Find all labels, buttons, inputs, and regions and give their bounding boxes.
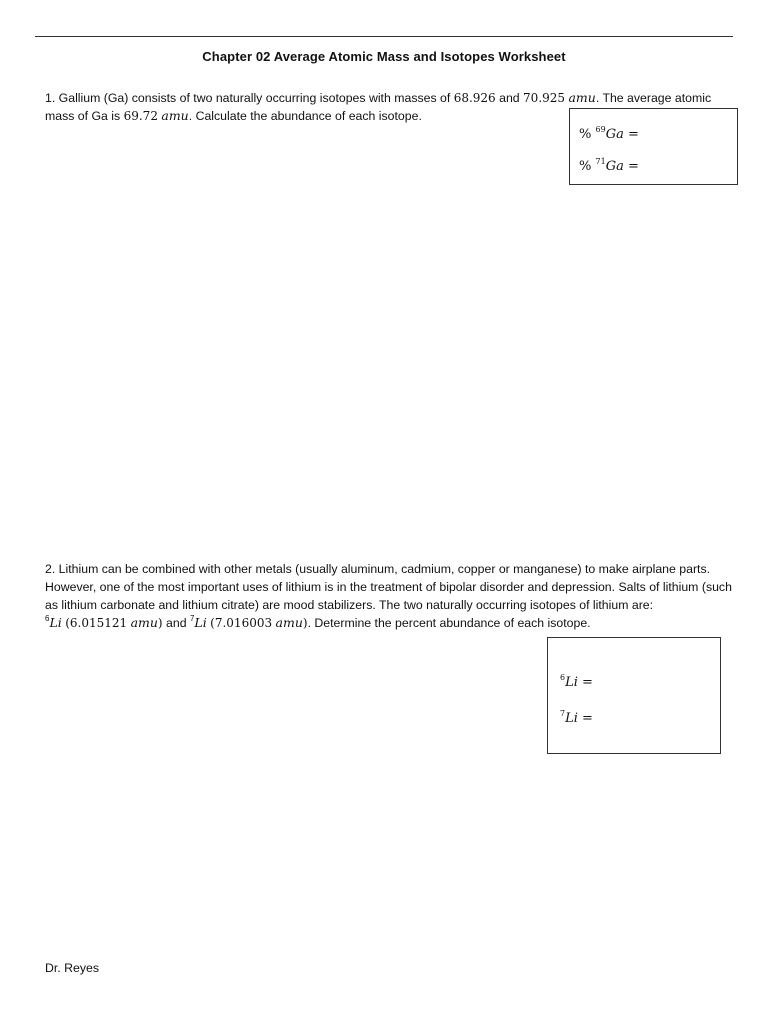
worksheet-title: Chapter 02 Average Atomic Mass and Isotopes Worksheet xyxy=(202,49,566,64)
q2-text-1: 2. Lithium can be combined with other metals (usually aluminum, cadmium, copper or manganese) to make airplane parts. However, one of the most important uses of lithium is in the treatment of bipolar disorder and depression. Salts of lithium (such as lithium carbonate and lithium citrate) are mood stabilizers. The two naturally occurring isotopes of lithium are: xyxy=(45,562,732,612)
q2-text-2: . Determine the percent abundance of each isotope. xyxy=(307,616,591,630)
q2-mass-7: 7.016003 xyxy=(214,616,273,630)
q1-text-3: . The average atomic mass of Ga is xyxy=(45,91,712,123)
q1-unit-1: amu xyxy=(568,90,596,105)
q2-unit-1: amu xyxy=(130,615,158,630)
q1-mass-1: 68.926 xyxy=(453,91,496,105)
header-rule xyxy=(35,36,733,37)
q1-text-2: and xyxy=(495,91,524,105)
answer-li-7: $^7$Li = xyxy=(560,709,593,726)
q2-symbol-1: Li xyxy=(49,615,62,630)
q2-sup-6: 6 xyxy=(45,614,50,623)
q1-unit-2: amu xyxy=(161,108,189,123)
answer-ga-69: % $^{69}$Ga = xyxy=(579,125,639,142)
answer-li-6: $^6$Li = xyxy=(560,673,593,690)
q1-mass-2: 70.925 xyxy=(523,91,566,105)
q2-symbol-2: Li xyxy=(194,615,207,630)
q2-unit-2: amu xyxy=(275,615,303,630)
q2-and: and xyxy=(162,616,190,630)
q2-sup-7: 7 xyxy=(189,614,195,623)
q2-mass-6: 6.015121 xyxy=(69,616,128,630)
question-2: 2. Lithium can be combined with other metals (usually aluminum, cadmium, copper or manganese) to make airplane parts. However, one of the most important uses of lithium is in the treatment of bipolar disorder and depression. Salts of lithium (such as lithium carbonate and lithium citrate) are mood stabilizers. The two naturally occurring isotopes of lithium are: $^6$Li (6.015121 amu) and $^7$Li (7.016003 amu). Determine the percent abundance of each isotope. xyxy=(45,562,732,630)
q1-text-1: 1. Gallium (Ga) consists of two naturally occurring isotopes with masses of xyxy=(45,91,454,105)
author-footer: Dr. Reyes xyxy=(45,961,99,975)
answer-ga-71: % $^{71}$Ga = xyxy=(579,157,639,174)
q1-average: 69.72 xyxy=(123,109,158,123)
q1-text-4: . Calculate the abundance of each isotope. xyxy=(188,109,422,123)
answer-box-lithium xyxy=(547,637,721,754)
answer-box-gallium xyxy=(569,108,738,185)
